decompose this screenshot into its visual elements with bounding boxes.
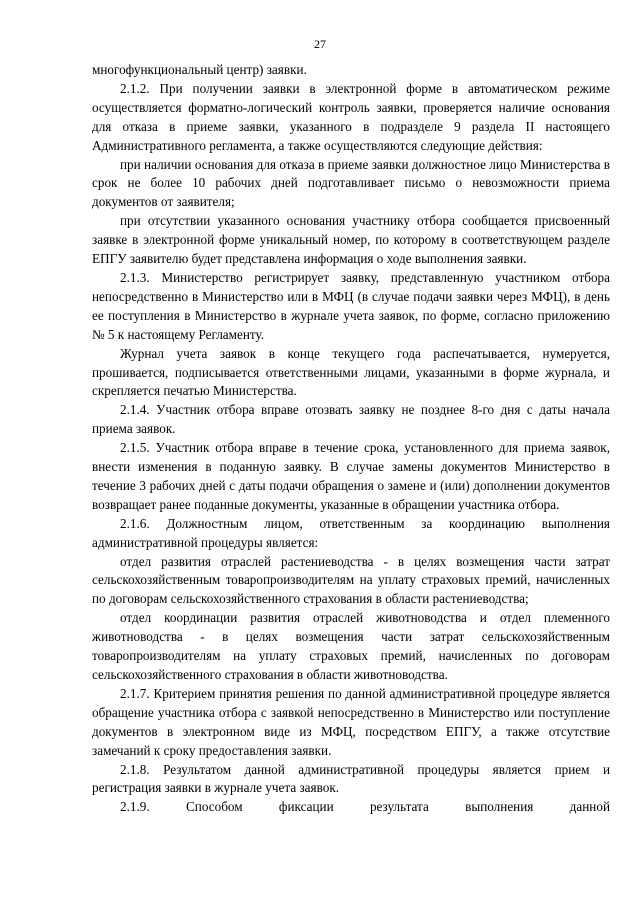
page-number: 27 [314, 37, 326, 51]
paragraph-2-1-6: 2.1.6. Должностным лицом, ответственным за координацию выполнения административной процедуры является: [92, 515, 610, 550]
paragraph-livestock-department: отдел координации развития отраслей животноводства и отдел племенного животноводства - в целях возмещения части затрат сельскохозяйственным товаропроизводителям на уплату страховых премий, начисленных по договорам сельскохозяйственного страхования в области животноводства. [92, 610, 610, 682]
paragraph-2-1-2: 2.1.2. При получении заявки в электронной форме в автоматическом режиме осуществляется форматно-логический контроль заявки, проверяется наличие основания для отказа в приеме заявки, указанного в подразделе 9 раздела II настоящего Административного регламента, а также осуществляются следующие действия: [92, 80, 610, 153]
paragraph-2-1-3: 2.1.3. Министерство регистрирует заявку, представленную участником отбора непосредственно в Министерство или в МФЦ (в случае подачи заявки через МФЦ), в день ее поступления в Министерство в журнале учета заявок, по форме, согласно приложению № 5 к настоящему Регламенту. [92, 269, 610, 342]
paragraph-continuation: многофункциональный центр) заявки. [92, 62, 307, 77]
document-body [92, 61, 610, 817]
paragraph-journal: Журнал учета заявок в конце текущего года распечатывается, нумеруется, прошивается, подписывается ответственными лицами, указанными в форме журнала, и скрепляется печатью Министерства. [92, 345, 610, 399]
paragraph-2-1-7: 2.1.7. Критерием принятия решения по данной административной процедуре является обращение участника отбора с заявкой непосредственно в Министерство или поступление документов в электронном виде из МФЦ, посредством ЕПГУ, а также отсутствие замечаний к сроку предоставления заявки. [92, 685, 610, 758]
paragraph-refusal-grounds-present: при наличии основания для отказа в приеме заявки должностное лицо Министерства в срок не более 10 рабочих дней подготавливает письмо о невозможности приема документов от заявителя; [92, 156, 610, 210]
paragraph-crop-department: отдел развития отраслей растениеводства - в целях возмещения части затрат сельскохозяйственным товаропроизводителям на уплату страховых премий, начисленных по договорам сельскохозяйственного страхования в области растениеводства; [92, 553, 610, 607]
paragraph-refusal-grounds-absent: при отсутствии указанного основания участнику отбора сообщается присвоенный заявке в электронной форме уникальный номер, по которому в соответствующем разделе ЕПГУ заявителю будет представлена информация о ходе выполнения заявки. [92, 213, 610, 267]
paragraph-2-1-9: 2.1.9. Способом фиксации результата выполнения данной [120, 799, 610, 815]
paragraph-2-1-4: 2.1.4. Участник отбора вправе отозвать заявку не позднее 8-го дня с даты начала приема заявок. [92, 402, 610, 437]
paragraph-2-1-8: 2.1.8. Результатом данной административной процедуры является прием и регистрация заявки в журнале учета заявок. [92, 761, 610, 796]
paragraph-2-1-5: 2.1.5. Участник отбора вправе в течение срока, установленного для приема заявок, внести изменения в поданную заявку. В случае замены документов Министерство в течение 3 рабочих дней с даты подачи обращения о замене и (или) дополнении документов возвращает ранее поданные документы, указанные в обращении участника отбора. [92, 440, 610, 512]
